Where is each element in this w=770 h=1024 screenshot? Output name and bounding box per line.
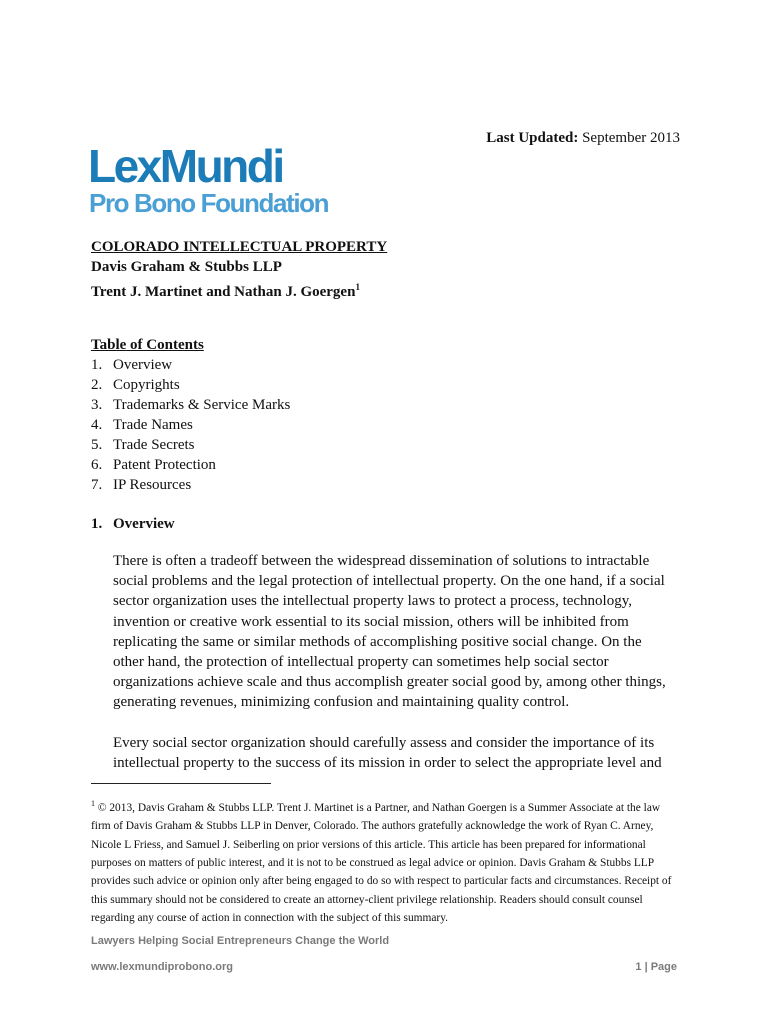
footnote-ref: 1: [355, 282, 360, 292]
footer-tagline: Lawyers Helping Social Entrepreneurs Change the World: [91, 935, 390, 947]
last-updated-value: September 2013: [582, 130, 680, 146]
last-updated: [470, 130, 680, 147]
toc-item: 4. Trade Names: [91, 417, 193, 433]
page-number: 1 | Page: [635, 961, 677, 973]
toc-item: 3. Trademarks & Service Marks: [91, 397, 291, 413]
doc-title: COLORADO INTELLECTUAL PROPERTY: [91, 239, 388, 255]
footnote-mark: 1: [91, 799, 95, 808]
authors-text: Trent J. Martinet and Nathan J. Goergen: [91, 284, 356, 300]
logo-lexmundi: LexMundi: [88, 140, 283, 192]
footer-url[interactable]: www.lexmundiprobono.org: [91, 961, 233, 973]
paragraph: There is often a tradeoff between the widespread dissemination of solutions to intractable social problems and the legal protection of intellectual property. On the one hand, if a social sector organization uses the intellectual property laws to protect a process, technology, invention or creative work essential to its social mission, others will be inhibited from replicating the same or similar methods of accomplishing positive social change. On the other hand, the protection of intellectual property can sometimes help social sector organizations achieve scale and thus accomplish greater social good by, among other things, generating revenues, minimizing confusion and maintaining quality control.: [113, 553, 666, 711]
footnote-divider: [91, 783, 271, 784]
toc-heading: Table of Contents: [91, 337, 204, 353]
toc-item: 7. IP Resources: [91, 477, 192, 493]
toc-item: 2. Copyrights: [91, 377, 180, 393]
authors: [91, 277, 360, 302]
footnote: [91, 795, 681, 928]
toc-item: 5. Trade Secrets: [91, 437, 195, 453]
firm-name: Davis Graham & Stubbs LLP: [91, 259, 282, 275]
toc-item: 6. Patent Protection: [91, 457, 216, 473]
section-heading-overview: 1. Overview: [91, 516, 175, 532]
footnote-text: © 2013, Davis Graham & Stubbs LLP. Trent J. Martinet is a Partner, and Nathan Goergen is a Summer Associate at the law firm of Davis Graham & Stubbs LLP in Denver, Colorado. The authors gratefully acknowledge the work of Ryan C. Arney, Nicole L Friess, and Samuel J. Seiberling on prior versions of this article. This article has been prepared for informational purposes on matters of public interest, and it is not to be construed as legal advice or opinion. Davis Graham & Stubbs LLP provides such advice or opinion only after being engaged to do so with respect to particular facts and circumstances. Receipt of this summary should not be considered to create an attorney-client privilege relationship. Readers should consult counsel regarding any course of action in connection with the subject of this summary.: [91, 801, 672, 925]
logo-pro-bono-foundation: Pro Bono Foundation: [89, 188, 329, 218]
toc-item: 1. Overview: [91, 357, 173, 373]
last-updated-label: Last Updated:: [486, 130, 579, 146]
paragraph: Every social sector organization should carefully assess and consider the importance of its intellectual property to the success of its mission in order to select the appropriate level and: [113, 735, 662, 772]
